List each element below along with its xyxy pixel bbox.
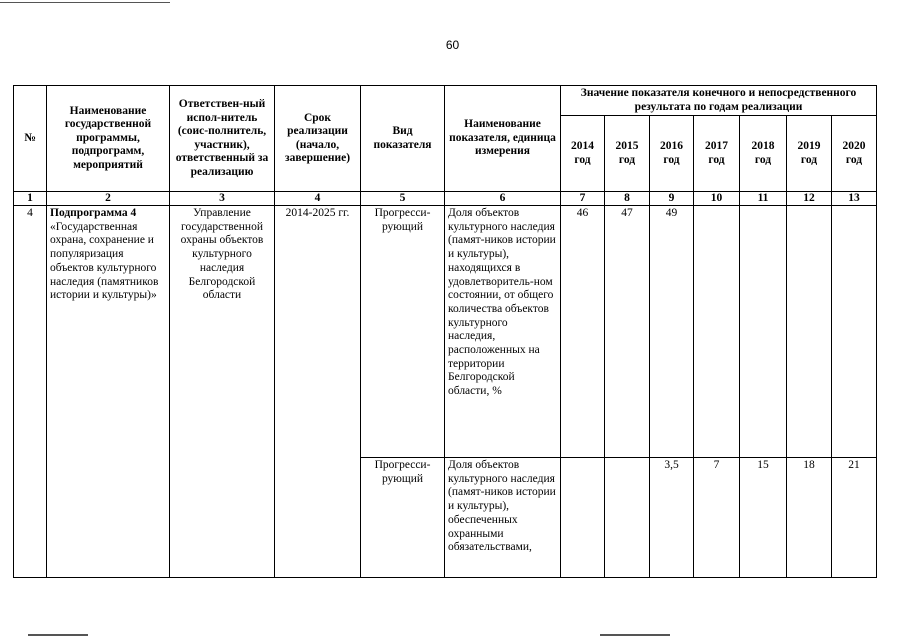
- header-year: 2020 год: [832, 116, 877, 192]
- header-values-group: Значение показателя конечного и непосредственного результата по годам реализации: [561, 86, 877, 116]
- header-indicator-name: Наименование показателя, единица измерения: [445, 86, 561, 192]
- indicator-value: [561, 458, 605, 578]
- indicator-value: 21: [832, 458, 877, 578]
- header-year: 2019 год: [787, 116, 832, 192]
- period-cell: 2014-2025 гг.: [275, 206, 361, 578]
- column-number: 11: [740, 192, 787, 206]
- indicator-type: Прогресси-рующий: [361, 206, 445, 458]
- program-cell: [47, 206, 170, 578]
- program-title: Подпрограмма 4: [50, 207, 137, 219]
- column-number: 5: [361, 192, 445, 206]
- scan-edge-mark: [0, 2, 170, 3]
- indicator-value: 3,5: [650, 458, 694, 578]
- table-row: [14, 206, 877, 458]
- column-number: 10: [694, 192, 740, 206]
- indicator-value: 18: [787, 458, 832, 578]
- column-number: 6: [445, 192, 561, 206]
- header-year: 2017 год: [694, 116, 740, 192]
- executor-cell: Управление государственной охраны объектов культурного наследия Белгородской области: [170, 206, 275, 578]
- header-year: 2015 год: [605, 116, 650, 192]
- program-description: «Государственная охрана, сохранение и популяризация объектов культурного наследия (памятников истории и культуры)»: [50, 220, 159, 302]
- column-number: 3: [170, 192, 275, 206]
- indicator-name: Доля объектов культурного наследия (памят-ников истории и культуры), обеспеченных охранными обязательствами,: [445, 458, 561, 578]
- indicator-value: 7: [694, 458, 740, 578]
- column-number: 9: [650, 192, 694, 206]
- header-indicator-type: Вид показателя: [361, 86, 445, 192]
- header-program: Наименование государственной программы, подпрограмм, мероприятий: [47, 86, 170, 192]
- page-number: 60: [445, 38, 460, 52]
- scan-edge-mark: [28, 634, 88, 636]
- indicator-type: Прогресси-рующий: [361, 458, 445, 578]
- column-number: 7: [561, 192, 605, 206]
- row-number: 4: [14, 206, 47, 578]
- indicator-value: [694, 206, 740, 458]
- header-number: №: [14, 86, 47, 192]
- header-year: 2018 год: [740, 116, 787, 192]
- indicator-name: Доля объектов культурного наследия (памят-ников истории и культуры), находящихся в удовлетворитель-ном состоянии, от общего количества объектов культурного наследия, расположенных на территории Белгородской области, %: [445, 206, 561, 458]
- indicator-value: [605, 458, 650, 578]
- indicator-table: [13, 85, 877, 578]
- column-number: 12: [787, 192, 832, 206]
- indicator-value: 49: [650, 206, 694, 458]
- indicator-value: [740, 206, 787, 458]
- indicator-value: [787, 206, 832, 458]
- column-number: 8: [605, 192, 650, 206]
- indicator-value: 46: [561, 206, 605, 458]
- column-number: 1: [14, 192, 47, 206]
- header-year: 2014 год: [561, 116, 605, 192]
- column-number: 4: [275, 192, 361, 206]
- header-period: Срок реализации (начало, завершение): [275, 86, 361, 192]
- column-number: 2: [47, 192, 170, 206]
- indicator-value: 47: [605, 206, 650, 458]
- column-number: 13: [832, 192, 877, 206]
- scan-edge-mark: [600, 634, 670, 636]
- header-year: 2016 год: [650, 116, 694, 192]
- header-executor: Ответствен-ный испол-нитель (соис-полнитель, участник), ответственный за реализацию: [170, 86, 275, 192]
- indicator-value: [832, 206, 877, 458]
- indicator-value: 15: [740, 458, 787, 578]
